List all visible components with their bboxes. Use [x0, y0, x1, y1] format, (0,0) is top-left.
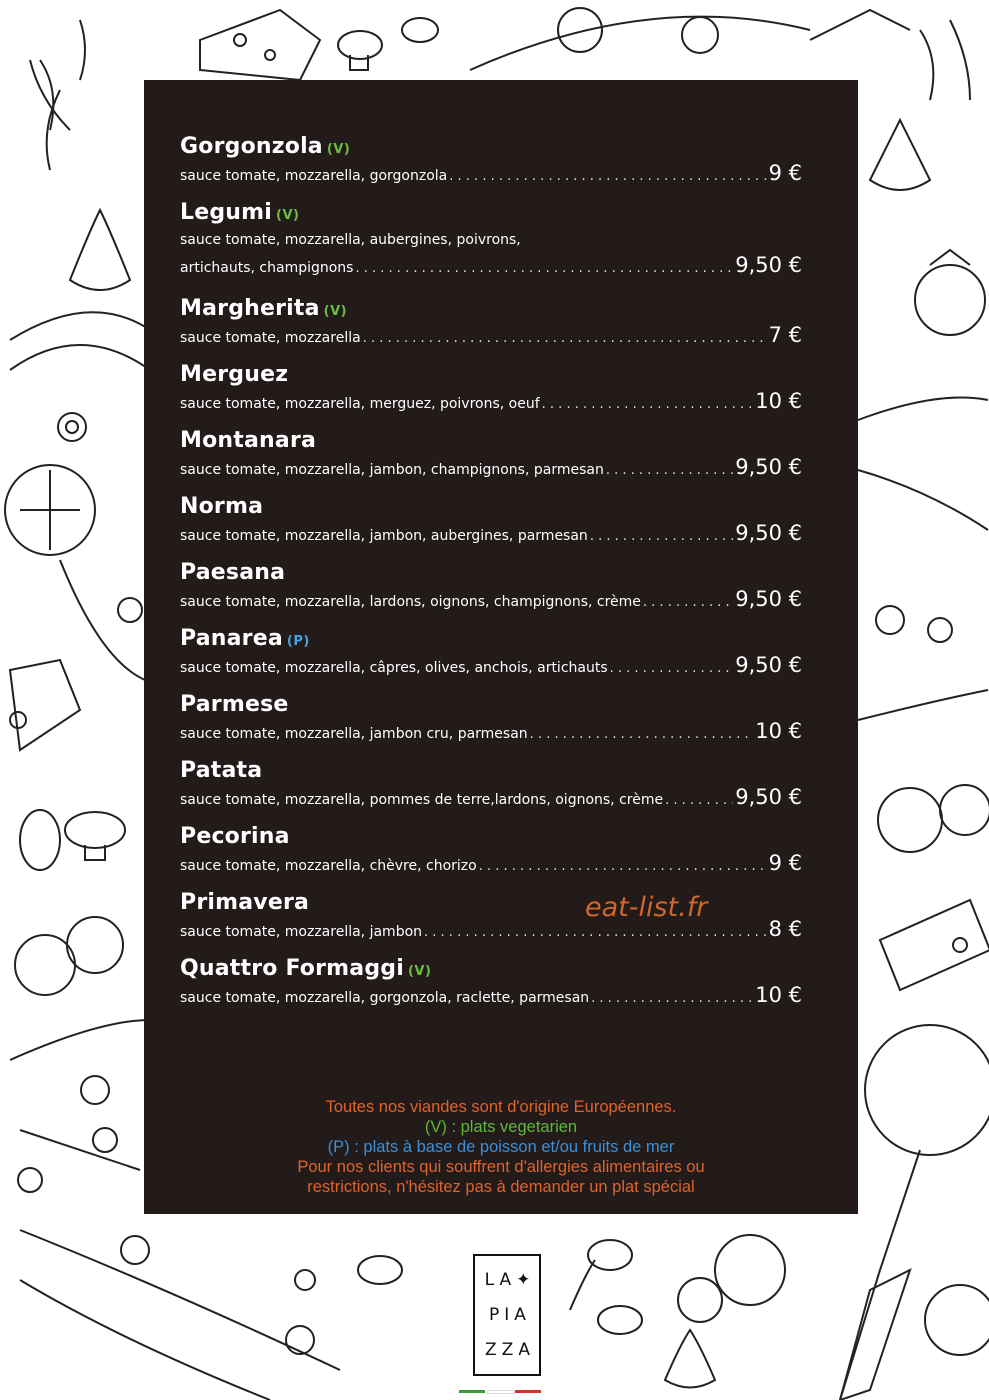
item-price: 9,50 €	[735, 653, 802, 677]
dot-leader	[542, 394, 754, 416]
menu-item	[180, 822, 802, 876]
menu-notes	[144, 1097, 858, 1197]
logo-row-2: PIA	[489, 1305, 531, 1325]
menu-item	[180, 756, 802, 810]
item-price-line	[180, 720, 802, 744]
dot-leader	[643, 592, 733, 614]
item-name	[180, 690, 802, 720]
note-allergy-1: Pour nos clients qui souffrent d'allergies alimentaires ou	[297, 1158, 705, 1176]
item-price-line	[180, 786, 802, 810]
dot-leader	[610, 658, 734, 680]
menu-item	[180, 198, 802, 278]
dot-leader	[591, 988, 753, 1010]
item-price: 9 €	[768, 851, 802, 875]
item-description: sauce tomate, mozzarella, jambon cru, parmesan	[180, 726, 528, 742]
item-description: sauce tomate, mozzarella, pommes de terre,lardons, oignons, crème	[180, 792, 664, 808]
menu-item	[180, 624, 802, 678]
vegetarian-tag: (V)	[323, 304, 348, 319]
la-piazza-logo	[473, 1254, 541, 1376]
item-name	[180, 624, 802, 654]
item-description: sauce tomate, mozzarella, jambon, champignons, parmesan	[180, 462, 604, 478]
vegetarian-tag: (V)	[407, 964, 432, 979]
item-price: 9,50 €	[735, 785, 802, 809]
dot-leader	[424, 922, 767, 944]
menu-item	[180, 690, 802, 744]
item-name-text: Patata	[180, 758, 263, 783]
item-price-line	[180, 254, 802, 278]
dot-leader	[355, 258, 733, 280]
item-price-line	[180, 852, 802, 876]
item-description: sauce tomate, mozzarella	[180, 330, 361, 346]
item-description: artichauts, champignons	[180, 260, 354, 276]
menu-item	[180, 426, 802, 480]
item-description: sauce tomate, mozzarella, lardons, oignons, champignons, crème	[180, 594, 641, 610]
item-price-line	[180, 654, 802, 678]
dot-leader	[363, 328, 767, 350]
logo-row-1: LA✦	[484, 1270, 536, 1290]
item-name	[180, 132, 802, 162]
dot-leader	[665, 790, 733, 812]
item-name-text: Norma	[180, 494, 264, 519]
dot-leader	[449, 166, 766, 188]
item-price: 7 €	[768, 323, 802, 347]
menu-item	[180, 132, 802, 186]
dot-leader	[479, 856, 767, 878]
item-name	[180, 426, 802, 456]
item-description: sauce tomate, mozzarella, jambon, aubergines, parmesan	[180, 528, 588, 544]
note-origin: Toutes nos viandes sont d'origine Européennes.	[325, 1098, 677, 1116]
item-price-line	[180, 522, 802, 546]
item-name-text: Margherita	[180, 296, 320, 321]
item-name	[180, 558, 802, 588]
item-name-text: Primavera	[180, 890, 310, 915]
flag-white	[487, 1390, 515, 1394]
item-price: 9,50 €	[735, 587, 802, 611]
item-description: sauce tomate, mozzarella, chèvre, chorizo	[180, 858, 477, 874]
item-name-text: Legumi	[180, 200, 273, 225]
item-name-text: Montanara	[180, 428, 317, 453]
dot-leader	[530, 724, 754, 746]
poisson-tag: (P)	[286, 634, 310, 649]
vegetarian-tag: (V)	[276, 208, 300, 223]
item-name-text: Pecorina	[180, 824, 290, 849]
item-name	[180, 756, 802, 786]
item-price: 10 €	[755, 983, 802, 1007]
item-price-line	[180, 588, 802, 612]
item-price: 9,50 €	[735, 521, 802, 545]
item-name-text: Parmese	[180, 692, 289, 717]
item-price-line	[180, 456, 802, 480]
vegetarian-tag: (V)	[326, 142, 351, 157]
item-description: sauce tomate, mozzarella, gorgonzola	[180, 168, 448, 184]
item-price-line	[180, 162, 802, 186]
menu-item	[180, 492, 802, 546]
menu-item	[180, 294, 802, 348]
menu-item	[180, 954, 802, 1008]
item-price-line	[180, 390, 802, 414]
item-price: 9,50 €	[735, 253, 802, 277]
item-price-line	[180, 918, 802, 942]
note-vegetarian: (V) : plats vegetarien	[424, 1118, 578, 1136]
flag-green	[459, 1390, 485, 1393]
item-price: 9 €	[768, 161, 802, 185]
item-price-line	[180, 324, 802, 348]
logo-row-3: ZZA	[485, 1340, 535, 1360]
item-description: sauce tomate, mozzarella, gorgonzola, raclette, parmesan	[180, 990, 590, 1006]
item-name-text: Gorgonzola	[180, 134, 323, 159]
item-name	[180, 888, 802, 918]
menu-item	[180, 888, 802, 942]
dot-leader	[590, 526, 733, 548]
item-name	[180, 294, 802, 324]
item-name	[180, 954, 802, 984]
flag-red	[515, 1390, 541, 1393]
item-price: 10 €	[755, 719, 802, 743]
item-name-text: Paesana	[180, 560, 286, 585]
item-name	[180, 360, 802, 390]
note-allergy-2: restrictions, n'hésitez pas à demander un plat spécial	[307, 1178, 695, 1196]
item-price: 10 €	[755, 389, 802, 413]
item-price: 8 €	[768, 917, 802, 941]
dot-leader	[606, 460, 733, 482]
item-description: sauce tomate, mozzarella, aubergines, poivrons,	[180, 232, 521, 248]
item-name-text: Quattro Formaggi	[180, 956, 404, 981]
item-name	[180, 822, 802, 852]
item-name-text: Merguez	[180, 362, 289, 387]
menu-item	[180, 360, 802, 414]
note-poisson: (P) : plats à base de poisson et/ou fruits de mer	[327, 1138, 675, 1156]
menu-item	[180, 558, 802, 612]
item-description: sauce tomate, mozzarella, merguez, poivrons, oeuf	[180, 396, 540, 412]
item-price: 9,50 €	[735, 455, 802, 479]
watermark: eat-list.fr	[585, 892, 708, 923]
item-name-text: Panarea	[180, 626, 283, 651]
item-description: sauce tomate, mozzarella, jambon	[180, 924, 423, 940]
item-name	[180, 198, 802, 228]
item-name	[180, 492, 802, 522]
item-price-line	[180, 984, 802, 1008]
item-description: sauce tomate, mozzarella, câpres, olives, anchois, artichauts	[180, 660, 608, 676]
